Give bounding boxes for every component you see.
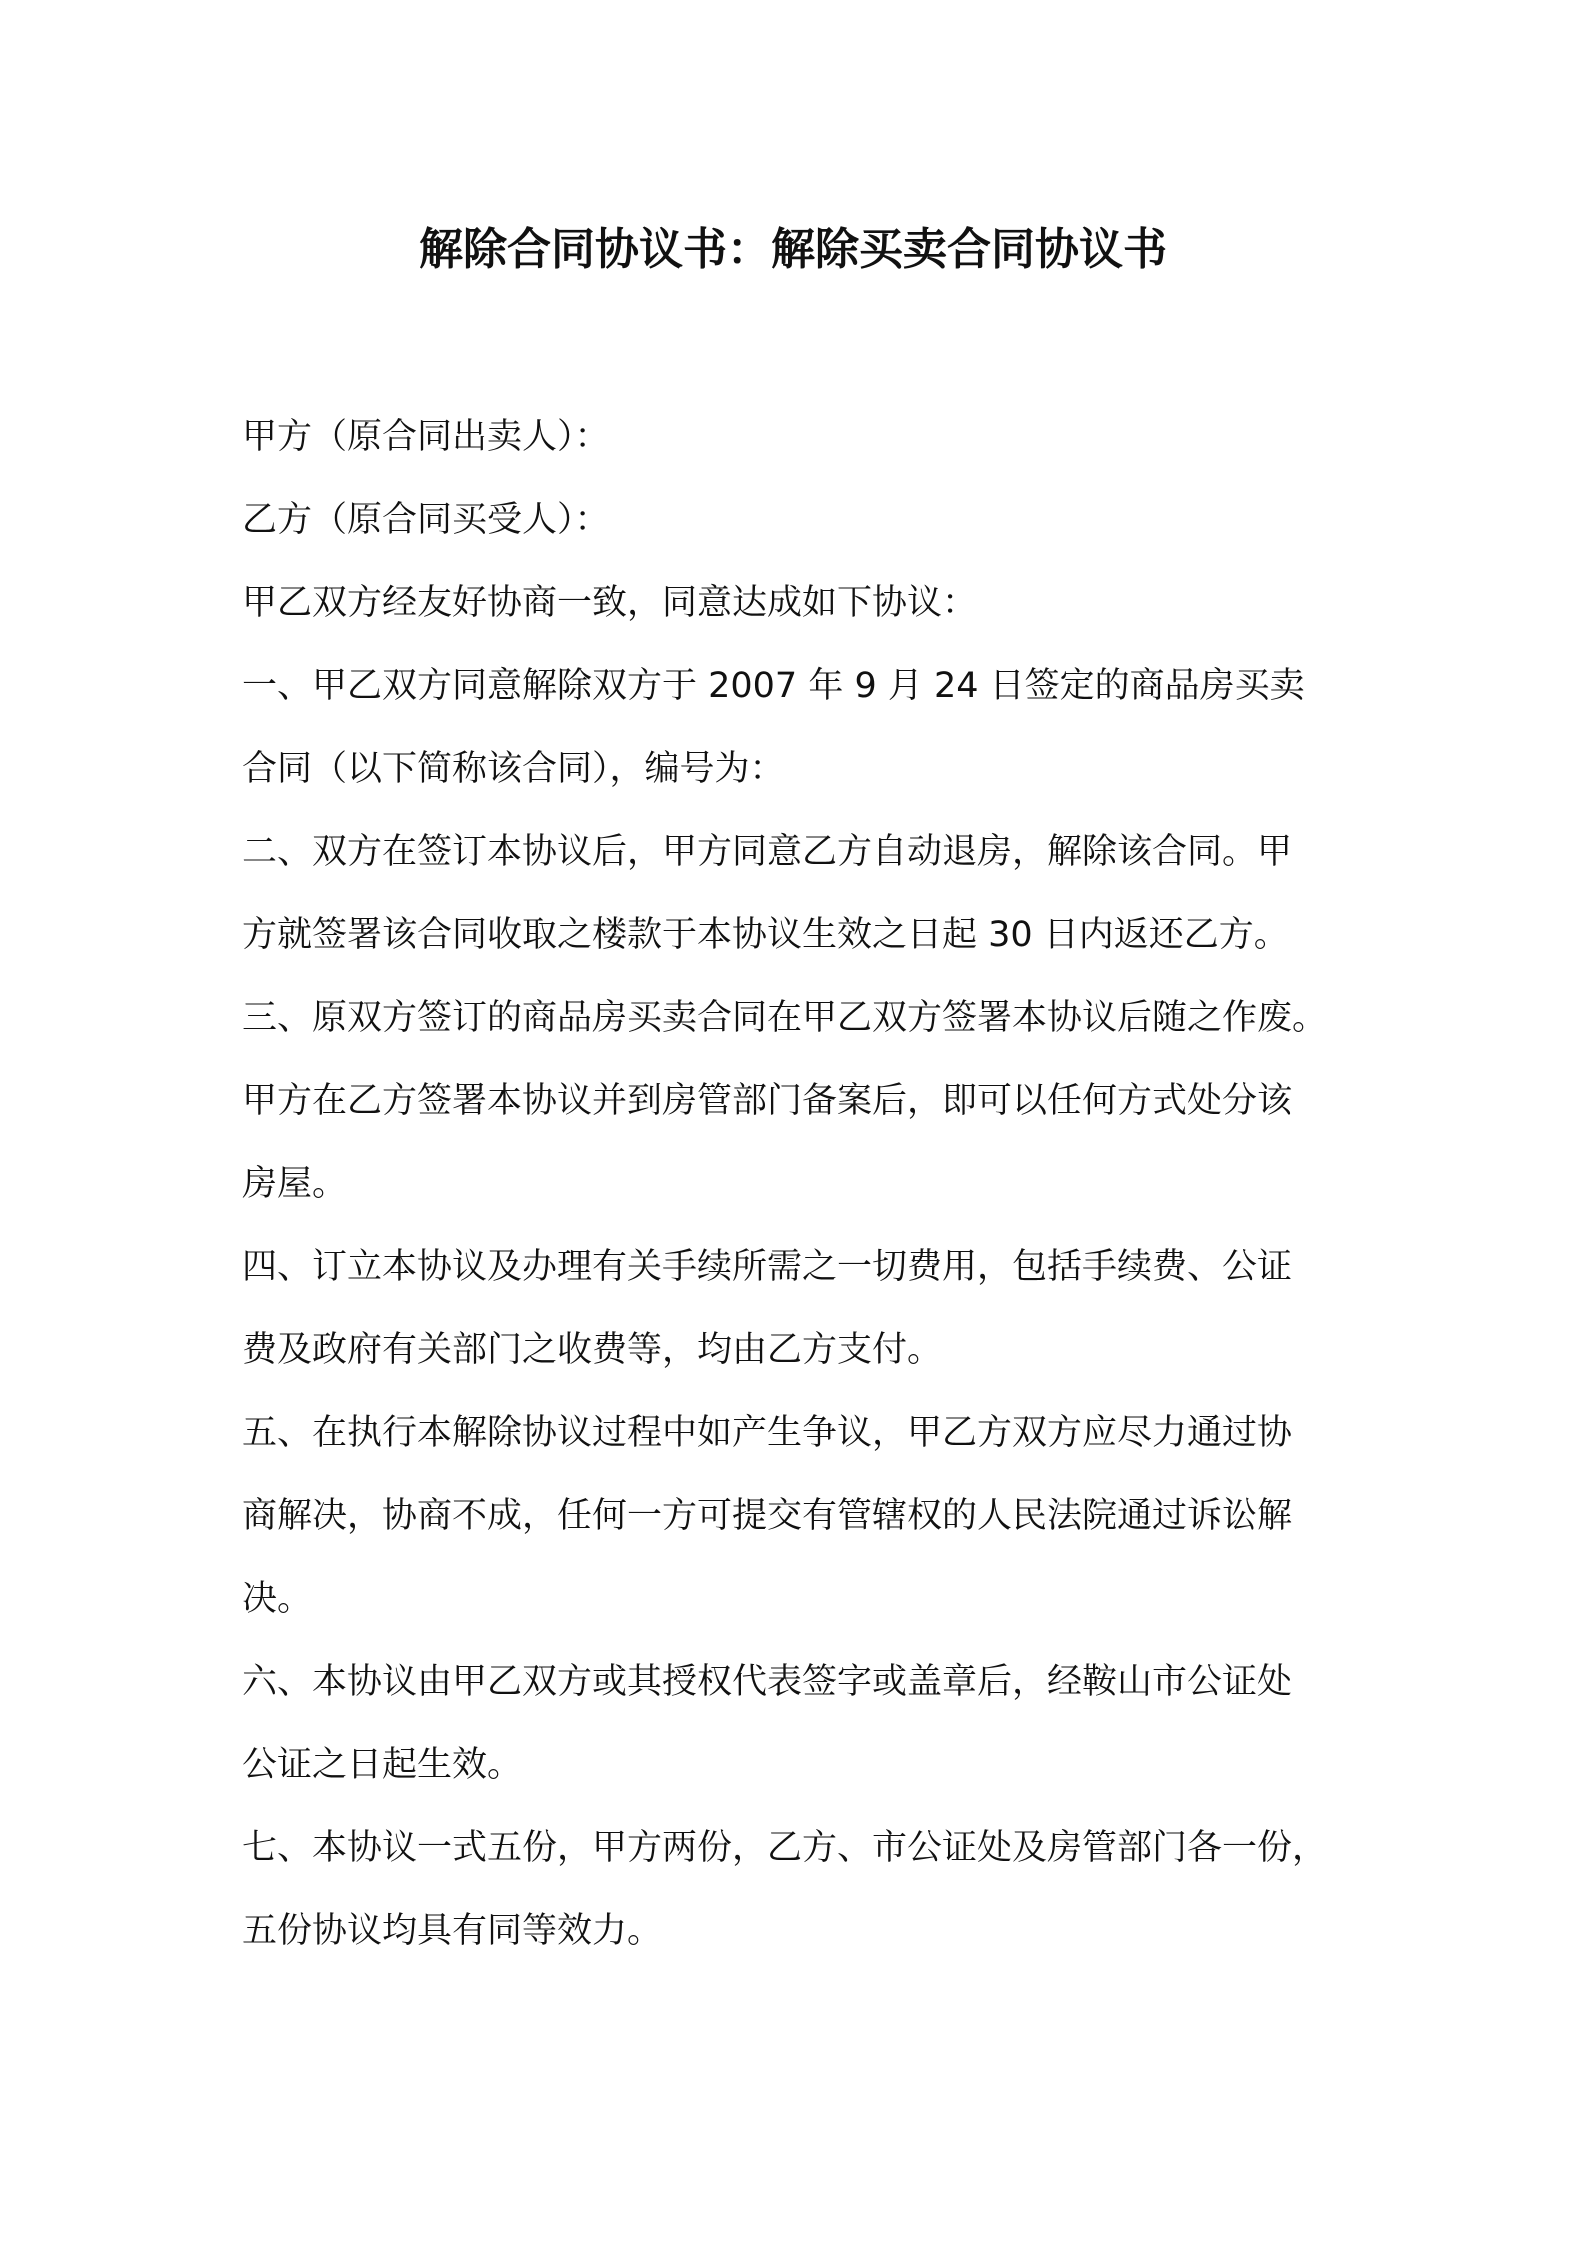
- document-title: 解除合同协议书：解除买卖合同协议书: [419, 224, 1167, 275]
- clause-7-line-1: 七、本协议一式五份，甲方两份，乙方、市公证处及房管部门各一份，: [242, 1828, 1328, 1868]
- party-b-line: 乙方（原合同买受人）：: [242, 500, 610, 540]
- clause-3-line-1: 三、原双方签订的商品房买卖合同在甲乙双方签署本协议后随之作废。: [242, 998, 1328, 1038]
- clause-5-line-1: 五、在执行本解除协议过程中如产生争议，甲乙方双方应尽力通过协: [242, 1413, 1293, 1453]
- clause-3-line-3: 房屋。: [242, 1164, 348, 1204]
- clause-4-line-2: 费及政府有关部门之收费等，均由乙方支付。: [242, 1330, 943, 1370]
- clause-3-line-2: 甲方在乙方签署本协议并到房管部门备案后，即可以任何方式处分该: [242, 1081, 1293, 1121]
- clause-1-line-2: 合同（以下简称该合同），编号为：: [242, 749, 785, 789]
- clause-5-line-2: 商解决，协商不成，任何一方可提交有管辖权的人民法院通过诉讼解: [242, 1496, 1293, 1536]
- party-a-line: 甲方（原合同出卖人）：: [242, 417, 610, 457]
- clause-5-line-3: 决。: [242, 1579, 313, 1619]
- intro-line: 甲乙双方经友好协商一致，同意达成如下协议：: [242, 583, 978, 623]
- clause-2-line-2: 方就签署该合同收取之楼款于本协议生效之日起 30 日内返还乙方。: [242, 915, 1289, 955]
- clause-7-line-2: 五份协议均具有同等效力。: [242, 1911, 663, 1951]
- document-body: [242, 396, 1362, 1973]
- clause-6-line-1: 六、本协议由甲乙双方或其授权代表签字或盖章后，经鞍山市公证处: [242, 1662, 1293, 1702]
- clause-2-line-1: 二、双方在签订本协议后，甲方同意乙方自动退房，解除该合同。甲: [242, 832, 1293, 872]
- clause-6-line-2: 公证之日起生效。: [242, 1745, 523, 1785]
- clause-4-line-1: 四、订立本协议及办理有关手续所需之一切费用，包括手续费、公证: [242, 1247, 1293, 1287]
- clause-1-line-1: 一、甲乙双方同意解除双方于 2007 年 9 月 24 日签定的商品房买卖: [242, 666, 1305, 706]
